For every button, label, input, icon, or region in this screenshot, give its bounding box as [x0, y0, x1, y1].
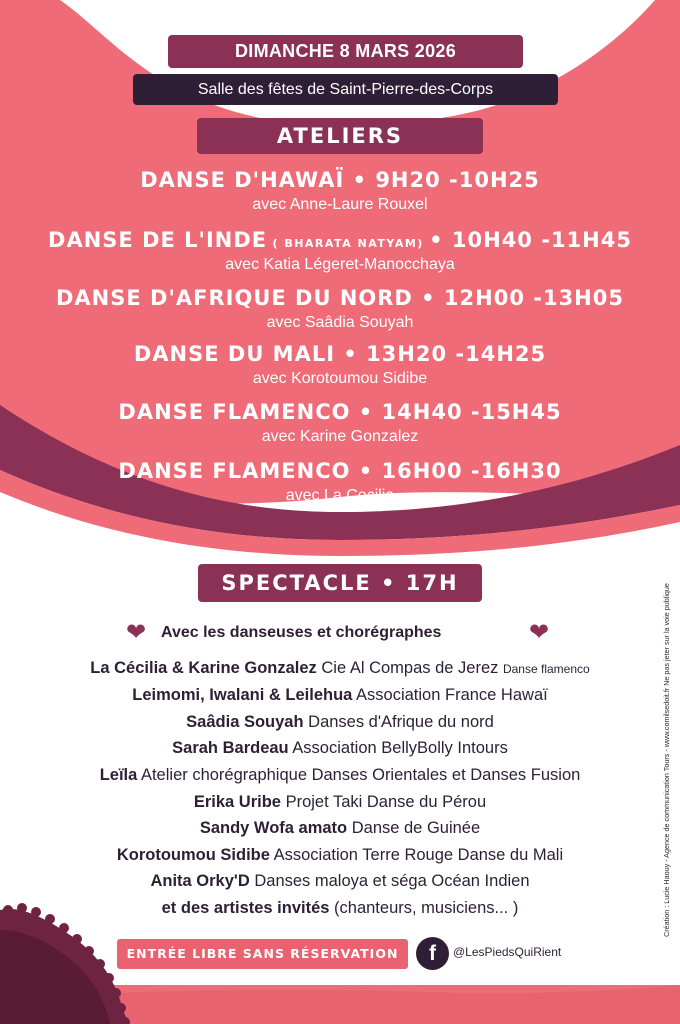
artist-name: Saâdia Souyah: [186, 713, 304, 731]
artist-name: Korotoumou Sidibe: [116, 846, 270, 864]
workshop-title: DANSE D'AFRIQUE DU NORD • 12H00 -13H05: [56, 286, 624, 310]
artist-description: Association France Hawaï: [352, 686, 548, 704]
artist-name: Anita Orky'D: [150, 872, 250, 890]
workshop-title-main: DANSE DE L'INDE: [48, 228, 268, 252]
workshop-instructor: avec Korotoumou Sidibe: [252, 370, 428, 387]
facebook-handle-link[interactable]: @LesPiedsQuiRient: [453, 945, 562, 959]
workshop-title-subtitle: ( BHARATA NATYAM): [267, 237, 430, 250]
workshop-instructor: avec Katia Légeret-Manocchaya: [225, 256, 455, 273]
workshop-instructor: avec La Cecilia: [285, 487, 395, 504]
artist-description: Danses d'Afrique du nord: [303, 713, 494, 731]
heart-icon: ❤: [126, 619, 147, 646]
artist-description: Danse de Guinée: [347, 819, 481, 837]
workshop-title: [0, 228, 680, 252]
artist-note: Danse flamenco: [502, 662, 590, 676]
artist-name: Sarah Bardeau: [172, 739, 289, 757]
artist-description: Danses maloya et séga Océan Indien: [249, 872, 530, 890]
artist-line: [0, 846, 680, 865]
artist-name: Erika Uribe: [193, 793, 281, 811]
workshop-title: DANSE D'HAWAÏ • 9H20 -10H25: [140, 168, 540, 192]
workshop-title: DANSE FLAMENCO • 14H40 -15H45: [118, 400, 562, 424]
artist-name: Leïla: [99, 766, 138, 784]
artist-line: [0, 739, 680, 758]
workshop-title: DANSE DU MALI • 13H20 -14H25: [133, 342, 547, 366]
artist-name: La Cécilia & Karine Gonzalez: [90, 659, 317, 677]
venue-banner: Salle des fêtes de Saint-Pierre-des-Corps: [133, 74, 558, 105]
workshop-title: DANSE FLAMENCO • 16H00 -16H30: [118, 459, 562, 483]
workshop-title-time: • 10H40 -11H45: [429, 228, 632, 252]
event-date-banner: DIMANCHE 8 MARS 2026: [168, 35, 523, 68]
artist-line: [0, 659, 680, 678]
free-entry-badge: ENTRÉE LIBRE SANS RÉSERVATION: [117, 939, 408, 969]
workshop-instructor: avec Saâdia Souyah: [266, 314, 414, 331]
artist-line: [0, 899, 680, 918]
artist-description: Cie Al Compas de Jerez: [316, 659, 503, 677]
artist-line: [0, 872, 680, 891]
artist-line: [0, 766, 680, 785]
workshop-instructor: avec Karine Gonzalez: [261, 428, 419, 445]
workshop-instructor: avec Anne-Laure Rouxel: [252, 196, 428, 213]
artist-line: [0, 713, 680, 732]
spectacle-intro: Avec les danseuses et chorégraphes: [161, 624, 442, 641]
artist-line: [0, 793, 680, 812]
artist-description: Projet Taki Danse du Pérou: [280, 793, 487, 811]
credit-text: Création : Lucie Haouy - Agence de communication Tours - www.comilsedoit.fr Ne pas jeter sur la voie publique: [662, 583, 671, 937]
artist-name: et des artistes invités: [161, 899, 330, 917]
artist-name: Leimomi, Iwalani & Leilehua: [132, 686, 353, 704]
facebook-icon[interactable]: f: [416, 937, 449, 970]
artist-description: Association Terre Rouge Danse du Mali: [269, 846, 564, 864]
ateliers-heading: ATELIERS: [197, 118, 483, 154]
artist-name: Sandy Wofa amato: [199, 819, 348, 837]
artist-description: Atelier chorégraphique Danses Orientales et Danses Fusion: [137, 766, 581, 784]
artist-line: [0, 819, 680, 838]
artist-line: [0, 686, 680, 705]
spectacle-heading: SPECTACLE • 17H: [198, 564, 482, 602]
artist-description: (chanteurs, musiciens... ): [329, 899, 519, 917]
heart-icon: ❤: [529, 619, 550, 646]
artist-description: Association BellyBolly Intours: [288, 739, 508, 757]
